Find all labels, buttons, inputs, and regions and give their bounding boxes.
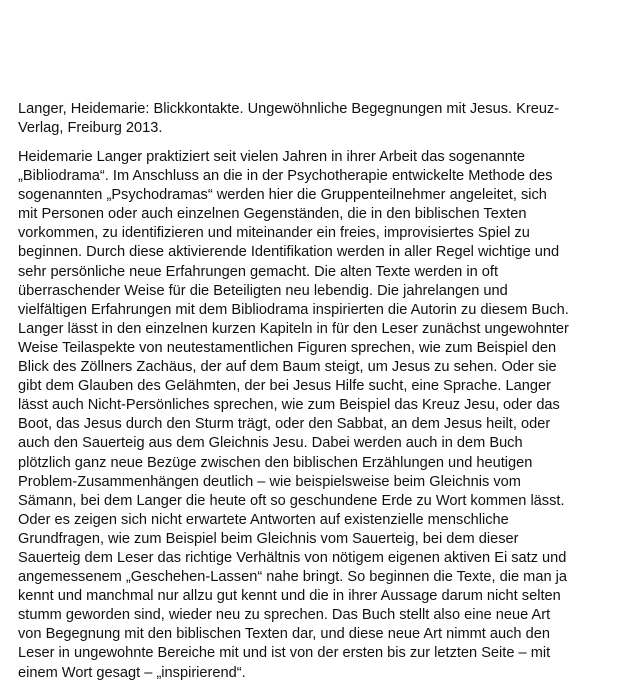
citation-line: Verlag, Freiburg 2013. (18, 120, 163, 137)
citation-line: Langer, Heidemarie: Blickkontakte. Ungewöhnliche Begegnungen mit Jesus. Kreuz- (18, 101, 560, 117)
review-line: kennt und manchmal nur allzu gut kennt und die in ihrer Aussage darum nicht selten (18, 588, 561, 605)
review-line: sogenannten „Psychodramas“ werden hier die Gruppenteilnehmer angeleitet, sich (18, 187, 547, 204)
review-line: Heidemarie Langer praktiziert seit vielen Jahren in ihrer Arbeit das sogenannte (18, 149, 526, 165)
review-line: einem Wort gesagt – „inspirierend“. (18, 664, 246, 681)
review-line: Langer lässt in den einzelnen kurzen Kapiteln in für den Leser zunächst ungewohnter (18, 320, 569, 337)
review-line: Weise Teilaspekte von neutestamentlichen Figuren sprechen, wie zum Beispiel den (18, 339, 557, 356)
review-line: gibt dem Glauben des Gelähmten, der bei Jesus Hilfe sucht, eine Sprache. Langer (18, 378, 551, 395)
review-line: überraschender Weise für die Beteiligten neu lebendig. Die jahrelangen und (18, 282, 508, 299)
review-line: angemessenem „Geschehen-Lassen“ nahe bringt. So beginnen die Texte, die man ja (18, 569, 567, 586)
review-line: stumm geworden sind, wieder neu zu sprechen. Das Buch stellt also eine neue Art (18, 607, 551, 624)
review-line: sehr persönliche neue Erfahrungen gemacht. Die alten Texte werden in oft (18, 263, 498, 280)
review-line: Boot, das Jesus durch den Sturm trägt, oder den Sabbat, an dem Jesus heilt, oder (18, 416, 551, 433)
review-line: beginnen. Durch diese aktivierende Identifikation werden in aller Regel wichtige und (18, 244, 560, 261)
review-line: Oder es zeigen sich nicht erwartete Antworten auf existenzielle menschliche (18, 511, 509, 528)
review-line: vielfältigen Erfahrungen mit dem Bibliodrama inspirierten die Autorin zu diesem Buch. (18, 301, 569, 318)
book-citation (18, 100, 618, 138)
review-line: Grundfragen, wie zum Beispiel beim Gleichnis vom Sauerteig, bei dem dieser (18, 530, 519, 547)
review-line: Sämann, bei dem Langer die heute oft so geschundene Erde zu Wort kommen lässt. (18, 492, 565, 509)
review-line: lässt auch Nicht-Persönliches sprechen, wie zum Beispiel das Kreuz Jesu, oder das (18, 397, 560, 414)
review-line: vorkommen, zu identifizieren und miteinander ein freies, improvisiertes Spiel zu (18, 225, 530, 242)
review-line: mit Personen oder auch einzelnen Gegenständen, die in den biblischen Texten (18, 206, 527, 223)
review-line: plötzlich ganz neue Bezüge zwischen den biblischen Erzählungen und heutigen (18, 454, 533, 471)
review-line: Sauerteig dem Leser das richtige Verhältnis von nötigem eigenen aktiven Ei satz und (18, 549, 567, 566)
review-line: Leser in ungewohnte Bereiche mit und ist von der ersten bis zur letzten Seite – mit (18, 645, 551, 662)
review-paragraph (18, 148, 618, 683)
review-line: von Begegnung mit den biblischen Texten dar, und diese neue Art nimmt auch den (18, 626, 550, 643)
review-line: Problem-Zusammenhängen deutlich – wie beispielsweise beim Gleichnis vom (18, 473, 521, 490)
review-line: auch den Sauerteig aus dem Gleichnis Jesu. Dabei werden auch in dem Buch (18, 435, 523, 452)
review-line: „Bibliodrama“. Im Anschluss an die in der Psychotherapie entwickelte Methode des (18, 168, 553, 185)
review-line: Blick des Zöllners Zachäus, der auf dem Baum steigt, um Jesus zu sehen. Oder sie (18, 359, 557, 376)
